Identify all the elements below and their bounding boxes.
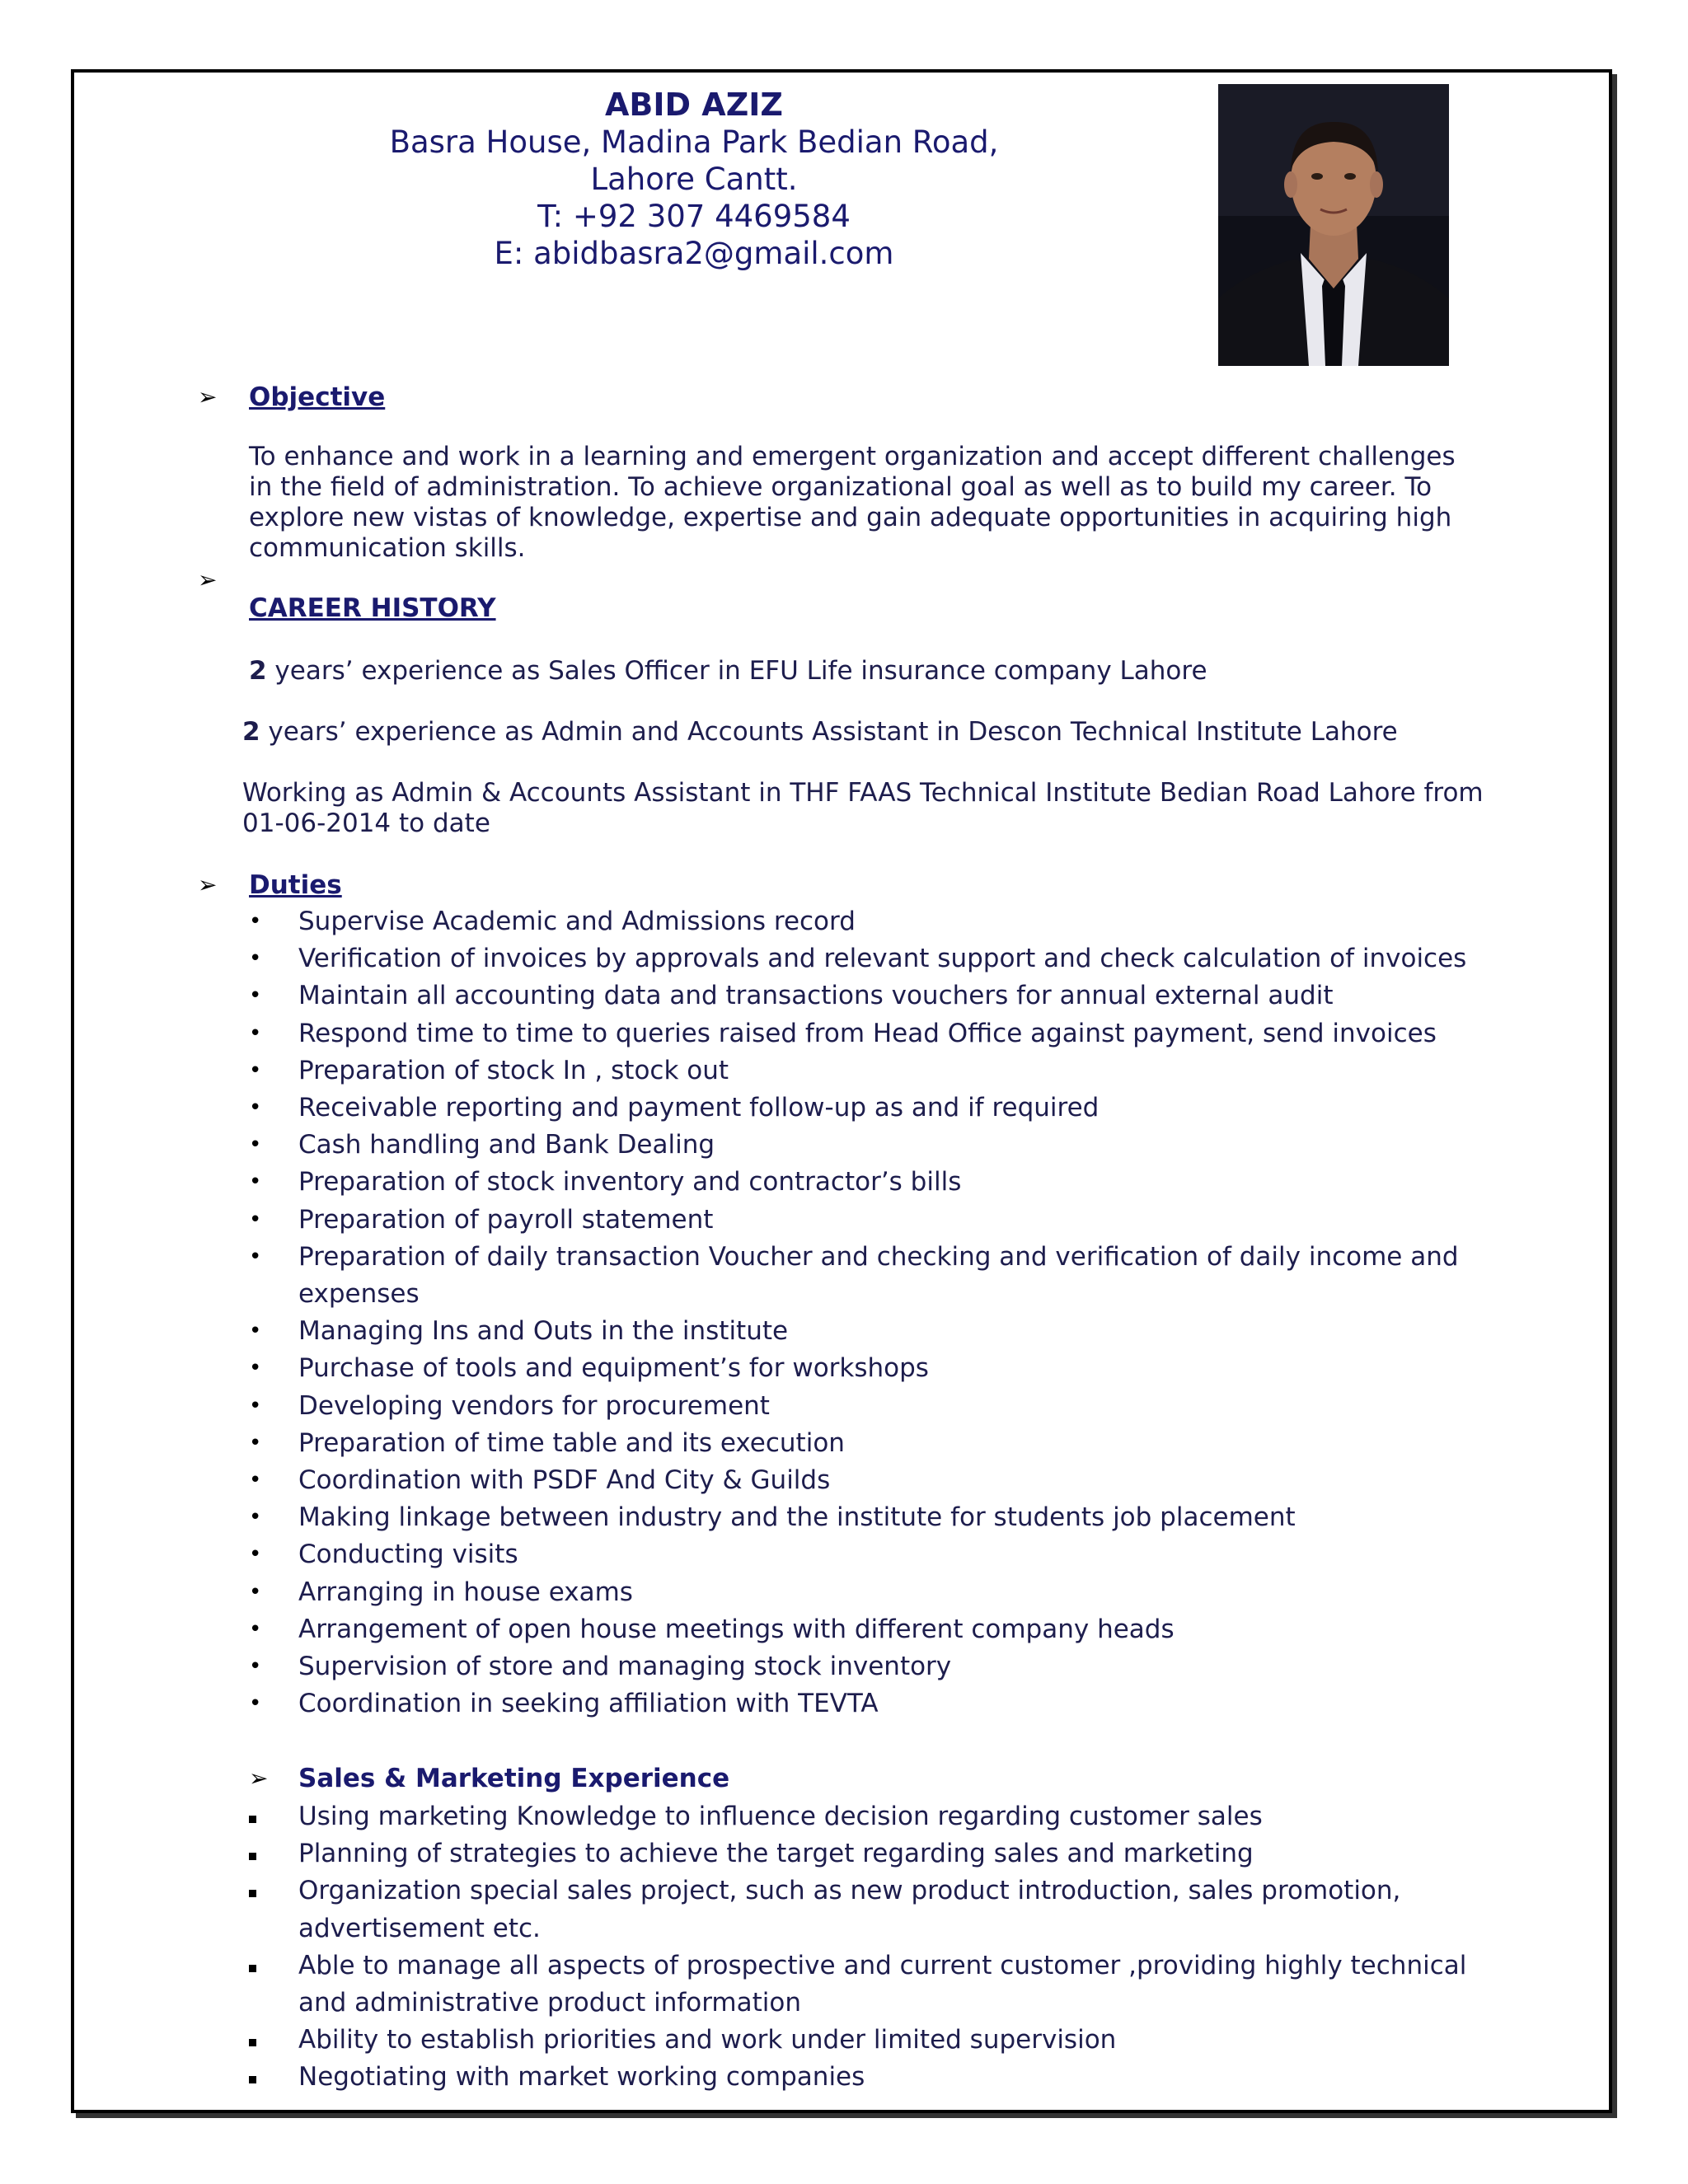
bullet-icon: •: [249, 1132, 262, 1158]
address-line-2: Lahore Cantt.: [590, 162, 798, 197]
sales-item: Able to manage all aspects of prospective and current customer ,providing highly technical and administrative product information: [249, 1947, 1518, 2022]
duty-item: • Verification of invoices by approvals and relevant support and check calculation of invoices: [249, 940, 1535, 977]
duty-item: • Maintain all accounting data and transactions vouchers for annual external audit: [249, 977, 1535, 1015]
duty-item: • Conducting visits: [249, 1536, 1535, 1573]
bullet-icon: •: [249, 1393, 262, 1418]
bullet-icon: •: [249, 1691, 262, 1717]
square-bullet-icon: [249, 1798, 256, 1835]
sales-arrow-icon: ➢: [249, 1765, 269, 1792]
resume-header: [190, 86, 1198, 272]
bullet-icon: •: [249, 1654, 262, 1680]
sales-item: Ability to establish priorities and work under limited supervision: [249, 2022, 1535, 2059]
duty-item: • Supervise Academic and Admissions record: [249, 903, 1535, 940]
duty-item: • Preparation of payroll statement: [249, 1202, 1535, 1239]
bullet-icon: •: [249, 1616, 262, 1642]
bullet-icon: •: [249, 946, 262, 972]
duties-heading: Duties: [249, 870, 342, 900]
duty-item: • Developing vendors for procurement: [249, 1388, 1535, 1425]
address-line-1: Basra House, Madina Park Bedian Road,: [389, 124, 999, 160]
bullet-icon: •: [249, 1430, 262, 1455]
duty-item: • Making linkage between industry and the institute for students job placement: [249, 1499, 1535, 1536]
candidate-name: ABID AZIZ: [605, 87, 783, 123]
duties-arrow-icon: ➢: [198, 871, 218, 898]
square-bullet-icon: [249, 1947, 256, 1985]
bullet-icon: •: [249, 983, 262, 1009]
bullet-icon: •: [249, 1244, 262, 1269]
duty-item: • Cash handling and Bank Dealing: [249, 1127, 1535, 1164]
bullet-icon: •: [249, 909, 262, 934]
bullet-icon: •: [249, 1169, 262, 1195]
bullet-icon: •: [249, 1579, 262, 1605]
bullet-icon: •: [249, 1468, 262, 1493]
duties-list: [249, 903, 1535, 1722]
objective-heading: Objective: [249, 382, 386, 412]
bullet-icon: •: [249, 1505, 262, 1530]
career-item-1-text: years’ experience as Sales Officer in EFU Life insurance company Lahore: [266, 656, 1207, 686]
email-address[interactable]: E: abidbasra2@gmail.com: [494, 236, 894, 271]
bullet-icon: •: [249, 1319, 262, 1344]
objective-arrow-icon: ➢: [198, 383, 218, 410]
duty-item: • Preparation of time table and its execution: [249, 1425, 1535, 1462]
bullet-icon: •: [249, 1542, 262, 1568]
square-bullet-icon: [249, 2059, 256, 2096]
duty-item: • Arranging in house exams: [249, 1574, 1535, 1611]
duty-item: • Respond time to time to queries raised from Head Office against payment, send invoices: [249, 1015, 1535, 1052]
duty-item: • Purchase of tools and equipment’s for workshops: [249, 1350, 1535, 1387]
career-item-2-text: years’ experience as Admin and Accounts Assistant in Descon Technical Institute Lahore: [260, 717, 1398, 747]
sales-item: Using marketing Knowledge to influence decision regarding customer sales: [249, 1798, 1535, 1835]
duty-item: • Preparation of daily transaction Voucher and checking and verification of daily income and expenses: [249, 1239, 1518, 1313]
portrait-image: [1218, 84, 1449, 366]
sales-item: Negotiating with market working companies: [249, 2059, 1535, 2096]
sales-heading: Sales & Marketing Experience: [298, 1764, 730, 1793]
square-bullet-icon: [249, 1872, 256, 1910]
career-item-2: [242, 717, 1495, 748]
duty-item: • Receivable reporting and payment follow-up as and if required: [249, 1090, 1535, 1127]
duty-item: • Coordination with PSDF And City & Guilds: [249, 1462, 1535, 1499]
duty-item: • Managing Ins and Outs in the institute: [249, 1313, 1535, 1350]
career-item-2-years: 2: [242, 717, 260, 747]
sales-item: Organization special sales project, such as new product introduction, sales promotion, advertisement etc.: [249, 1872, 1485, 1947]
career-arrow-icon: ➢: [198, 566, 218, 593]
bullet-icon: •: [249, 1207, 262, 1232]
career-item-1: [249, 656, 1502, 687]
duty-item: • Preparation of stock In , stock out: [249, 1052, 1535, 1090]
bullet-icon: •: [249, 1020, 262, 1046]
profile-photo: [1218, 84, 1449, 366]
bullet-icon: •: [249, 1057, 262, 1083]
bullet-icon: •: [249, 1356, 262, 1381]
duty-item: • Arrangement of open house meetings with different company heads: [249, 1611, 1535, 1648]
duty-item: • Preparation of stock inventory and contractor’s bills: [249, 1164, 1535, 1201]
sales-item: Planning of strategies to achieve the target regarding sales and marketing: [249, 1835, 1535, 1872]
square-bullet-icon: [249, 2022, 256, 2059]
career-item-3: Working as Admin & Accounts Assistant in THF FAAS Technical Institute Bedian Road Lahore from 01-06-2014 to date: [242, 778, 1484, 838]
duty-item: • Coordination in seeking affiliation with TEVTA: [249, 1685, 1535, 1722]
bullet-icon: •: [249, 1095, 262, 1121]
square-bullet-icon: [249, 1835, 256, 1872]
duty-item: • Supervision of store and managing stock inventory: [249, 1648, 1535, 1685]
objective-text: To enhance and work in a learning and emergent organization and accept different challenges in the field of administration. To achieve organizational goal as well as to build my career. To explore new vistas of knowledge, expertise and gain adequate opportunities in acquiring high communication skills.: [249, 442, 1456, 563]
career-history-heading: CAREER HISTORY: [249, 593, 496, 623]
phone-number: T: +92 307 4469584: [537, 199, 851, 234]
sales-list: [249, 1798, 1535, 2097]
career-item-1-years: 2: [249, 656, 267, 686]
